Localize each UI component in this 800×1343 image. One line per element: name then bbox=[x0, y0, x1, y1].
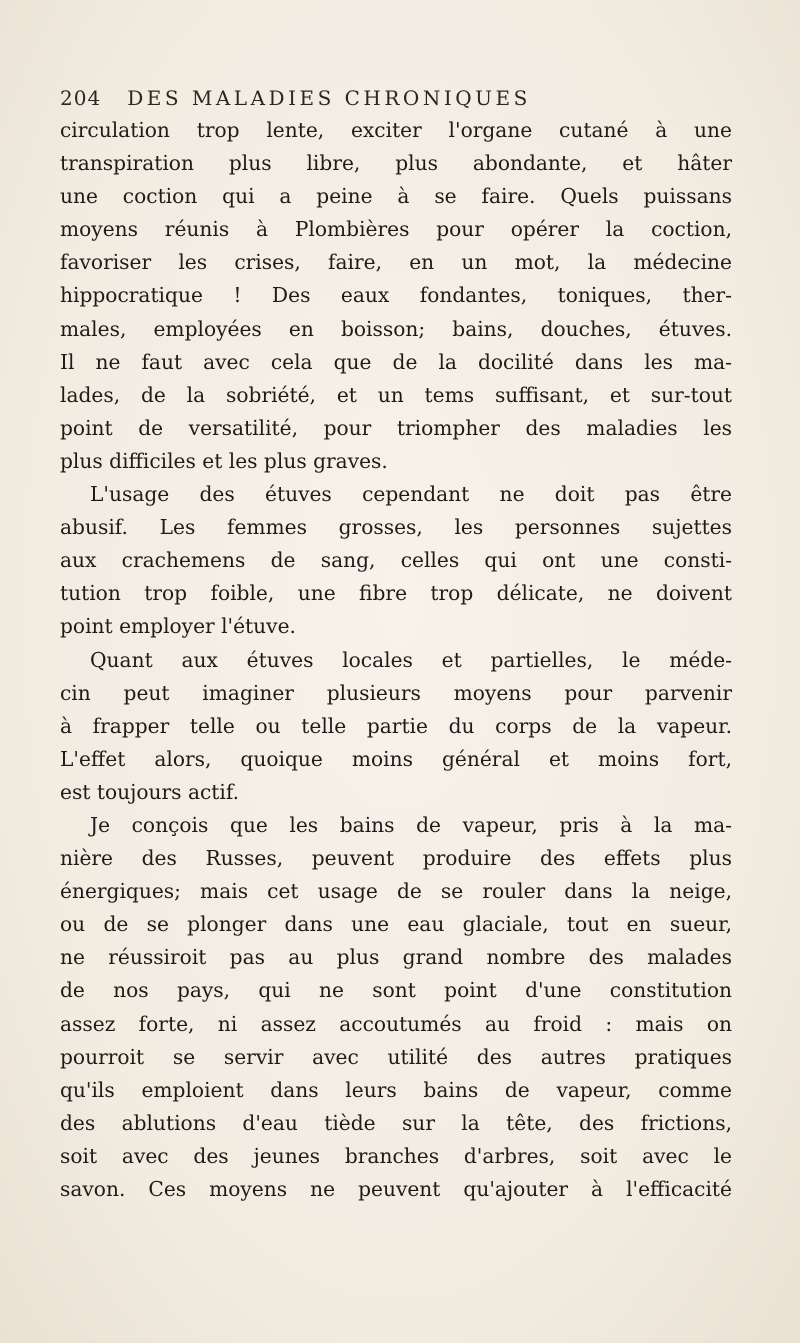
text-line: moyens réunis à Plombières pour opérer la coction, bbox=[60, 217, 732, 242]
text-line: savon. Ces moyens ne peuvent qu'ajouter à l'efficacité bbox=[60, 1177, 732, 1201]
text-line: une coction qui a peine à se faire. Quels puissans bbox=[60, 184, 732, 209]
text-line: Je conçois que les bains de vapeur, pris à la ma- bbox=[90, 812, 732, 837]
text-line: nière des Russes, peuvent produire des effets plus bbox=[60, 846, 732, 871]
page-number: 204 bbox=[60, 86, 102, 110]
text-line: Il ne faut avec cela que de la docilité dans les ma- bbox=[60, 349, 732, 374]
text-line: qu'ils emploient dans leurs bains de vapeur, comme bbox=[60, 1077, 732, 1102]
text-line: assez forte, ni assez accoutumés au froid : mais on bbox=[60, 1011, 732, 1036]
text-line: favoriser les crises, faire, en un mot, la médecine bbox=[60, 250, 732, 275]
text-line: énergiques; mais cet usage de se rouler dans la neige, bbox=[60, 879, 732, 904]
text-line: transpiration plus libre, plus abondante, et hâter bbox=[60, 151, 732, 176]
text-line: males, employées en boisson; bains, douches, étuves. bbox=[60, 316, 732, 341]
text-line: hippocratique ! Des eaux fondantes, toniques, ther- bbox=[60, 283, 732, 308]
text-line: lades, de la sobriété, et un tems suffisant, et sur-tout bbox=[60, 382, 732, 407]
running-title: DES MALADIES CHRONIQUES bbox=[127, 86, 531, 110]
text-line: cin peut imaginer plusieurs moyens pour parvenir bbox=[60, 680, 732, 705]
text-line: des ablutions d'eau tiède sur la tête, des frictions, bbox=[60, 1110, 732, 1135]
text-line: point employer l'étuve. bbox=[60, 614, 296, 639]
text-line: point de versatilité, pour triompher des maladies les bbox=[60, 415, 732, 440]
text-line: L'usage des étuves cependant ne doit pas être bbox=[90, 482, 732, 507]
body-text bbox=[60, 114, 732, 1206]
text-line: aux crachemens de sang, celles qui ont une consti- bbox=[60, 548, 732, 573]
running-header bbox=[60, 86, 660, 110]
text-line: Quant aux étuves locales et partielles, le méde- bbox=[90, 647, 732, 672]
text-line: ou de se plonger dans une eau glaciale, tout en sueur, bbox=[60, 912, 732, 937]
text-line: pourroit se servir avec utilité des autres pratiques bbox=[60, 1044, 732, 1069]
text-line: abusif. Les femmes grosses, les personnes sujettes bbox=[60, 515, 732, 540]
text-line: L'effet alors, quoique moins général et moins fort, bbox=[60, 746, 732, 771]
text-line: soit avec des jeunes branches d'arbres, soit avec le bbox=[60, 1143, 732, 1168]
text-line: tution trop foible, une fibre trop délicate, ne doivent bbox=[60, 581, 732, 606]
text-line: est toujours actif. bbox=[60, 779, 240, 804]
text-line: de nos pays, qui ne sont point d'une constitution bbox=[60, 978, 732, 1003]
text-line: à frapper telle ou telle partie du corps de la vapeur. bbox=[60, 713, 732, 738]
text-line: ne réussiroit pas au plus grand nombre des malades bbox=[60, 945, 732, 970]
text-line: circulation trop lente, exciter l'organe cutané à une bbox=[60, 118, 732, 142]
text-line: plus difficiles et les plus graves. bbox=[60, 448, 388, 473]
